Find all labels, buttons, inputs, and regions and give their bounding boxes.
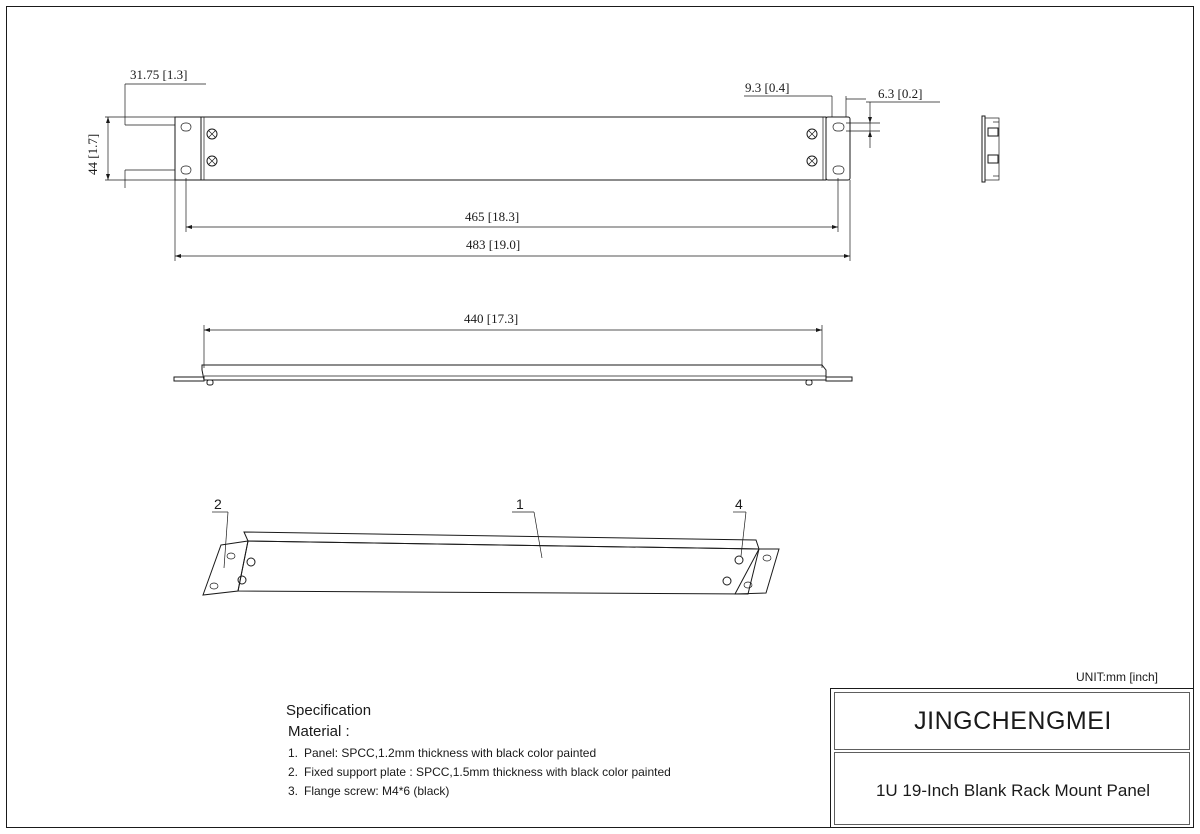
spec-item-text: Flange screw: M4*6 (black)	[304, 784, 450, 798]
product-name: 1U 19-Inch Blank Rack Mount Panel	[875, 781, 1151, 800]
spec-item	[288, 765, 671, 779]
front-view	[105, 84, 999, 261]
dim-ear-width: 31.75 [1.3]	[130, 67, 188, 82]
spec-item-num: 1.	[288, 746, 299, 760]
dim-panel-width: 440 [17.3]	[464, 311, 519, 326]
spec-item-text: Fixed support plate : SPCC,1.5mm thickness with black color painted	[304, 765, 671, 779]
isometric-view	[203, 512, 779, 595]
spec-item-num: 2.	[288, 765, 299, 779]
unit-label: UNIT:mm [inch]	[1076, 670, 1159, 684]
dim-hole-spacing: 465 [18.3]	[465, 209, 520, 224]
dim-overall-width: 483 [19.0]	[466, 237, 521, 252]
spec-item	[288, 746, 671, 760]
callout-1: 1	[516, 496, 524, 512]
top-view	[174, 325, 852, 385]
company-name: JINGCHENGMEI	[914, 706, 1112, 735]
callout-4: 4	[735, 496, 743, 512]
spec-title: Specification	[286, 702, 372, 719]
spec-item-text: Panel: SPCC,1.2mm thickness with black color painted	[304, 746, 597, 760]
material-label: Material :	[288, 723, 350, 740]
dim-slot-offset: 9.3 [0.4]	[745, 80, 790, 95]
dim-slot-size: 6.3 [0.2]	[878, 86, 923, 101]
callout-2: 2	[214, 496, 222, 512]
dim-height: 44 [1.7]	[85, 133, 100, 175]
spec-item-num: 3.	[288, 784, 299, 798]
spec-item	[288, 784, 671, 798]
specification-block	[286, 702, 671, 803]
